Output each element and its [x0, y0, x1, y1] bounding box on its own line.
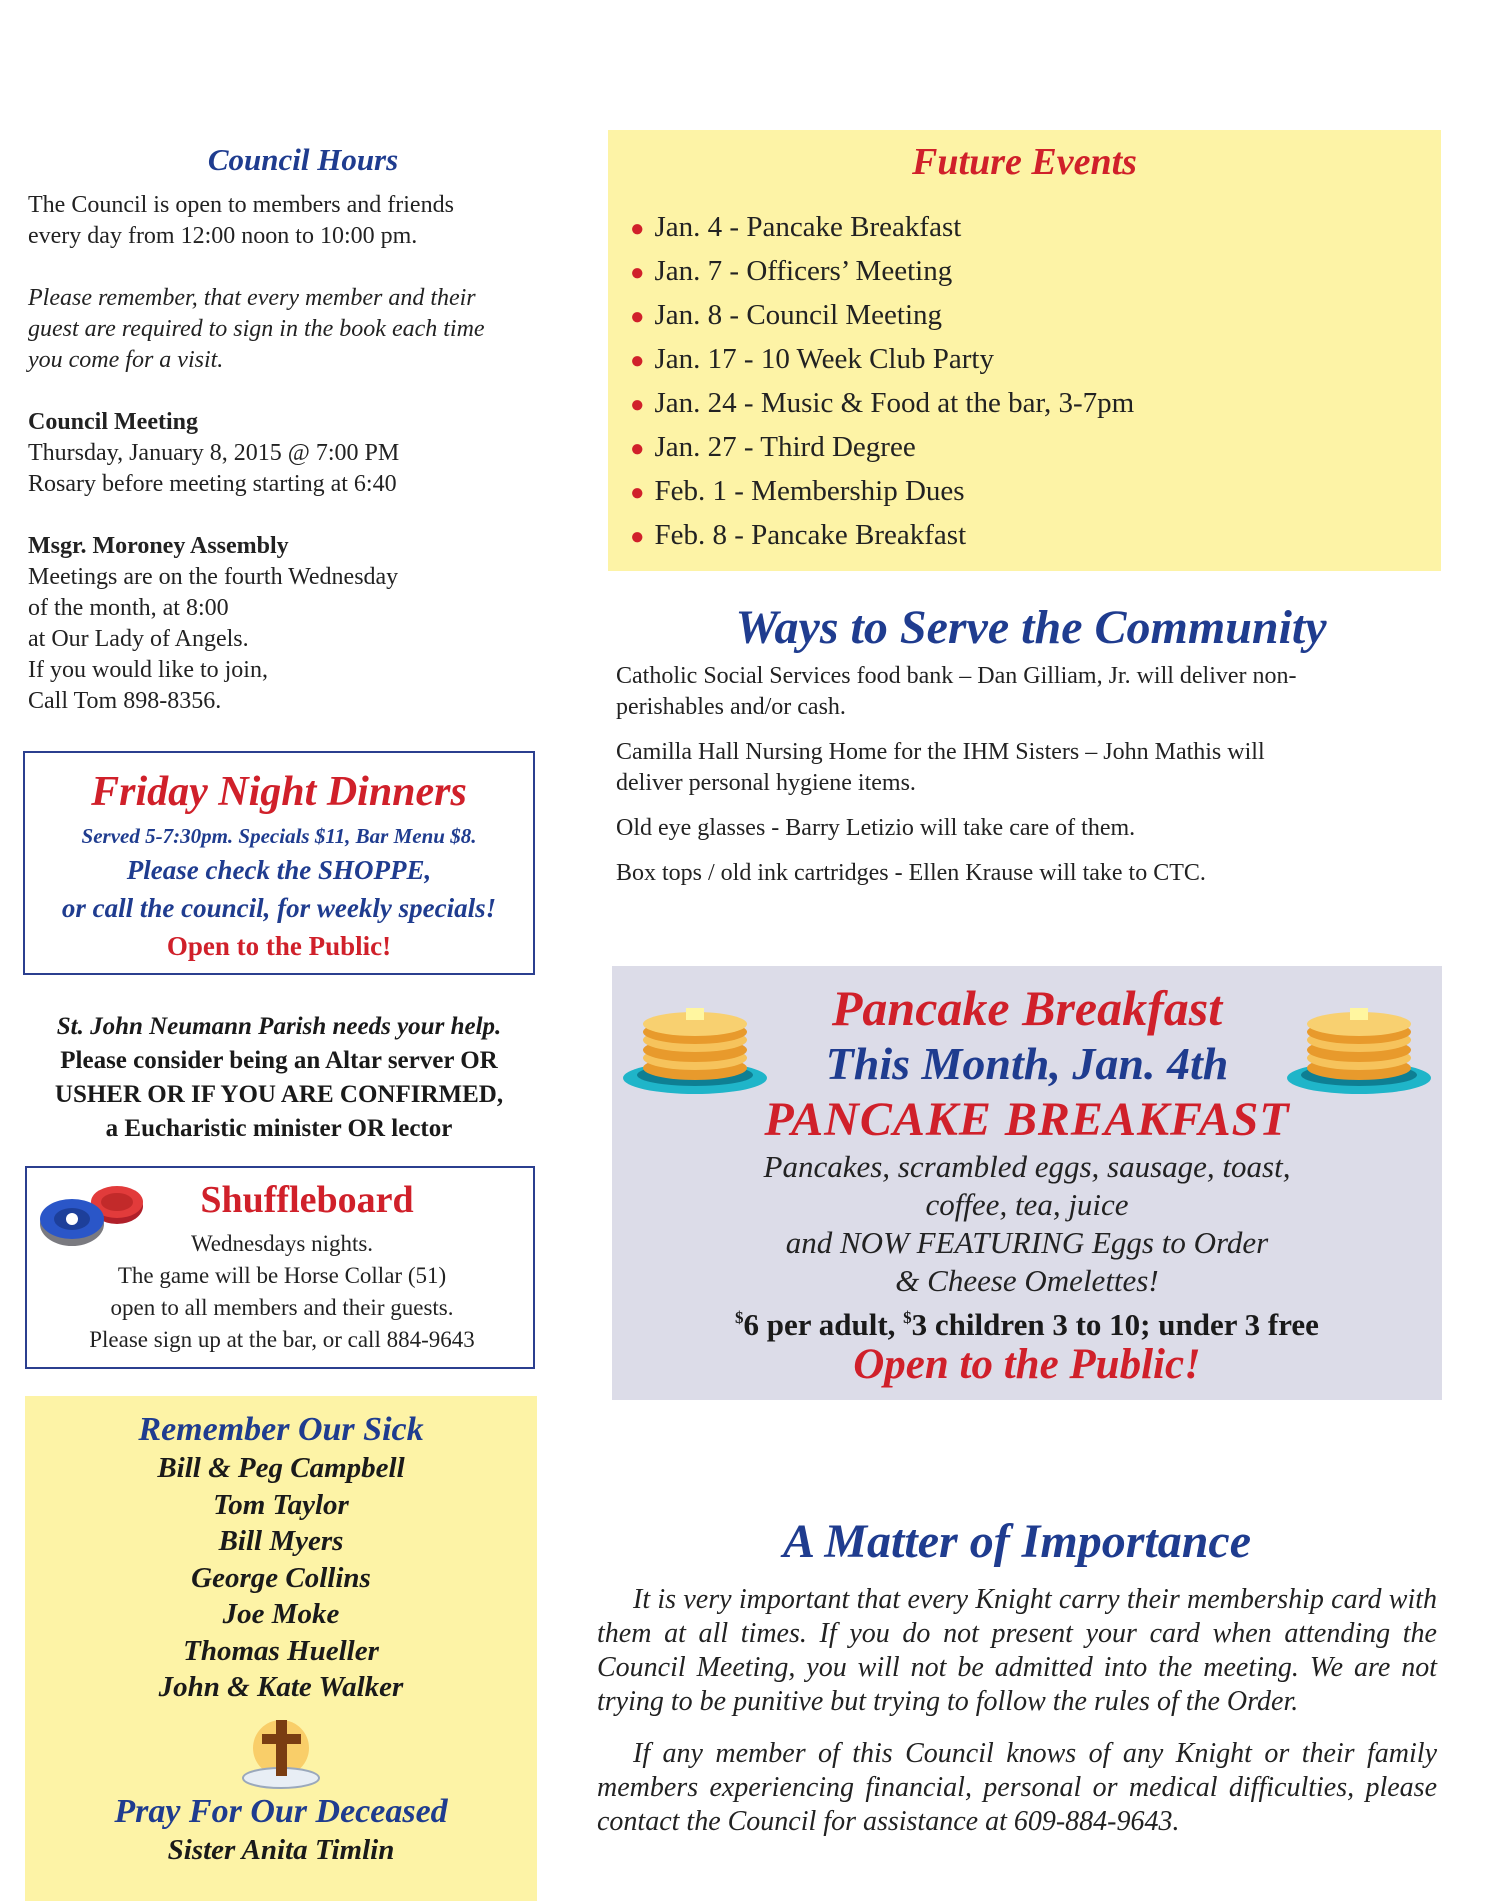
- sick-name: Bill & Peg Campbell: [157, 1452, 405, 1484]
- bullet-icon: ●: [630, 392, 645, 418]
- shuffleboard-box: [25, 1166, 535, 1369]
- ways-paragraph: Box tops / old ink cartridges - Ellen Krause will take to CTC.: [616, 860, 1206, 886]
- event-item: ● Jan. 24 - Music & Food at the bar, 3-7pm: [630, 387, 1135, 419]
- bullet-icon: ●: [630, 348, 645, 374]
- ways-to-serve-section: [616, 600, 1446, 903]
- matter-of-importance-section: [597, 1514, 1437, 1857]
- event-item: ● Feb. 1 - Membership Dues: [630, 475, 965, 507]
- open-line-2: every day from 12:00 noon to 10:00 pm.: [28, 223, 418, 249]
- ways-paragraph: Catholic Social Services food bank – Dan Gilliam, Jr. will deliver non- perishables and/or cash.: [616, 663, 1297, 720]
- friday-served: Served 5-7:30pm. Specials $11, Bar Menu $8.: [81, 824, 477, 848]
- events-list: [630, 206, 1134, 558]
- event-item: ● Jan. 8 - Council Meeting: [630, 299, 943, 331]
- friday-title: Friday Night Dinners: [91, 769, 467, 815]
- bullet-icon: ●: [630, 524, 645, 550]
- pancake-menu: [612, 1148, 1442, 1300]
- assembly-line: at Our Lady of Angels.: [28, 626, 249, 652]
- sick-name: John & Kate Walker: [158, 1671, 404, 1703]
- remember-title: Remember Our Sick: [138, 1411, 424, 1448]
- shuffleboard-line: The game will be Horse Collar (51): [117, 1263, 447, 1288]
- matter-paragraph-2: If any member of this Council knows of any Knight or their family members experiencing financial, personal or medical difficulties, please contact the Council for assistance at 609-884-9643.: [597, 1738, 1437, 1837]
- friday-dinners-box: [23, 751, 535, 975]
- event-item: ● Jan. 17 - 10 Week Club Party: [630, 343, 994, 375]
- parish-line-3: USHER OR IF YOU ARE CONFIRMED,: [54, 1081, 504, 1108]
- parish-line-1: St. John Neumann Parish needs your help.: [56, 1013, 502, 1040]
- menu-line: and NOW FEATURING Eggs to Order: [785, 1225, 1269, 1260]
- ways-paragraph: Old eye glasses - Barry Letizio will take care of them.: [616, 815, 1136, 841]
- cross-icon: [236, 1712, 326, 1792]
- deceased-title: Pray For Our Deceased: [114, 1792, 448, 1830]
- sick-name: George Collins: [191, 1561, 371, 1594]
- shuffleboard-title: Shuffleboard: [200, 1179, 414, 1221]
- parish-line-2: Please consider being an Altar server OR: [60, 1047, 498, 1074]
- deceased-name: Sister Anita Timlin: [167, 1833, 395, 1866]
- sick-name: Joe Moke: [222, 1598, 340, 1630]
- pancake-price: $6 per adult, $3 children 3 to 10; under 3 free: [735, 1307, 1319, 1342]
- shuffleboard-line: Wednesdays nights.: [190, 1231, 374, 1256]
- reminder-line-1: Please remember, that every member and their: [28, 285, 476, 311]
- shuffleboard-line: Please sign up at the bar, or call 884-9643: [89, 1327, 475, 1352]
- matter-title: A Matter of Importance: [782, 1515, 1252, 1568]
- meeting-line-2: Rosary before meeting starting at 6:40: [28, 471, 397, 497]
- sick-name: Bill Myers: [218, 1525, 344, 1557]
- future-events-box: [608, 130, 1441, 571]
- event-item: ● Jan. 4 - Pancake Breakfast: [630, 211, 962, 243]
- shuffleboard-line: open to all members and their guests.: [110, 1295, 454, 1320]
- pancake-open: Open to the Public!: [853, 1341, 1201, 1388]
- pancake-title: Pancake Breakfast: [831, 980, 1223, 1036]
- friday-open: Open to the Public!: [166, 931, 392, 961]
- assembly-line: If you would like to join,: [28, 657, 268, 683]
- sick-name: Thomas Hueller: [183, 1634, 379, 1667]
- parish-notice: [23, 1010, 535, 1146]
- event-item: ● Feb. 8 - Pancake Breakfast: [630, 519, 967, 551]
- menu-line: coffee, tea, juice: [925, 1187, 1129, 1222]
- pancake-caps-title: PANCAKE BREAKFAST: [764, 1093, 1290, 1146]
- bullet-icon: ●: [630, 436, 645, 462]
- assembly-line: of the month, at 8:00: [28, 595, 229, 621]
- open-line-1: The Council is open to members and friends: [28, 192, 454, 218]
- pancake-date: This Month, Jan. 4th: [825, 1038, 1229, 1089]
- assembly-line: Call Tom 898-8356.: [28, 688, 222, 714]
- council-meeting-heading: Council Meeting: [28, 409, 198, 435]
- menu-line: Pancakes, scrambled eggs, sausage, toast,: [763, 1149, 1291, 1184]
- event-item: ● Jan. 7 - Officers’ Meeting: [630, 255, 953, 287]
- event-item: ● Jan. 27 - Third Degree: [630, 431, 916, 463]
- assembly-heading: Msgr. Moroney Assembly: [28, 533, 289, 559]
- parish-line-4: a Eucharistic minister OR lector: [105, 1115, 453, 1142]
- menu-line: & Cheese Omelettes!: [895, 1263, 1159, 1298]
- bullet-icon: ●: [630, 480, 645, 506]
- council-hours-section: [28, 142, 588, 717]
- remember-sick-box: [25, 1396, 537, 1901]
- bullet-icon: ●: [630, 304, 645, 330]
- friday-line-1: Please check the SHOPPE,: [126, 855, 432, 885]
- reminder-line-2: guest are required to sign in the book each time: [28, 316, 485, 342]
- friday-line-2: or call the council, for weekly specials!: [61, 893, 497, 923]
- matter-paragraph-1: It is very important that every Knight carry their membership card with them at all times. If you do not present your card when attending the Council Meeting, you will not be admitted into the meeting. We are not trying to be punitive but trying to follow the rules of the Order.: [597, 1584, 1437, 1717]
- reminder-line-3: you come for a visit.: [28, 347, 224, 373]
- bullet-icon: ●: [630, 216, 645, 242]
- sick-name: Tom Taylor: [213, 1488, 349, 1521]
- ways-paragraph: Camilla Hall Nursing Home for the IHM Sisters – John Mathis will deliver personal hygiene items.: [616, 739, 1265, 796]
- future-events-title: Future Events: [912, 141, 1137, 183]
- assembly-line: Meetings are on the fourth Wednesday: [28, 564, 399, 590]
- bullet-icon: ●: [630, 260, 645, 286]
- pancake-breakfast-box: [612, 966, 1442, 1400]
- council-hours-title: Council Hours: [207, 142, 399, 177]
- meeting-line-1: Thursday, January 8, 2015 @ 7:00 PM: [28, 440, 400, 466]
- ways-title: Ways to Serve the Community: [735, 601, 1327, 654]
